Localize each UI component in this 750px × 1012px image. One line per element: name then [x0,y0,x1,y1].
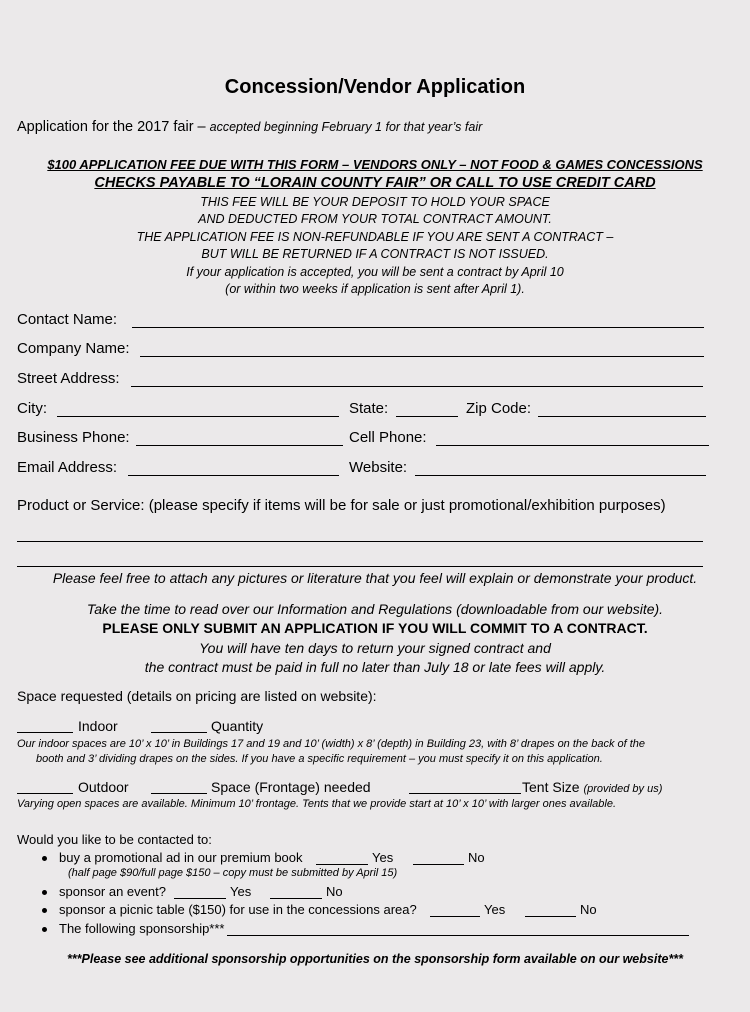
indoor-note-2: booth and 3’ dividing drapes on the sides. If you have a specific requirement – you must specify it on this application. [36,753,603,765]
frontage-label: Space (Frontage) needed [211,779,371,795]
city-label: City: [17,400,47,417]
tent-size-blank[interactable] [409,779,521,794]
fee-line-3: THIS FEE WILL BE YOUR DEPOSIT TO HOLD YOUR SPACE [200,195,550,209]
company-name-label: Company Name: [17,340,130,357]
space-heading: Space requested (details on pricing are listed on website): [17,688,377,704]
tent-size-note: (provided by us) [583,783,663,795]
regs-line-4: the contract must be paid in full no later than July 18 or late fees will apply. [144,659,606,675]
indoor-label: Indoor [78,718,118,734]
business-phone-label: Business Phone: [17,429,130,446]
event-no-label: No [326,884,343,899]
attach-note: Please feel free to attach any pictures or literature that you feel will explain or demonstrate your product. [52,570,698,586]
cell-phone-label: Cell Phone: [349,429,427,446]
website-label: Website: [349,459,408,476]
street-address-label: Street Address: [17,370,120,387]
fee-line-1: $100 APPLICATION FEE DUE WITH THIS FORM – VENDORS ONLY – NOT FOOD & GAMES CONCESSIONS [47,157,703,172]
bullet-icon [42,890,47,895]
contact-heading: Would you like to be contacted to: [17,832,212,847]
zip-code-label: Zip Code: [466,400,532,417]
intro-note: accepted beginning February 1 for that year’s fair [209,120,483,134]
outdoor-label: Outdoor [78,779,129,795]
contact-name-field[interactable] [132,313,704,328]
indoor-blank[interactable] [17,718,73,733]
cell-phone-field[interactable] [436,431,709,446]
picnic-yes-label: Yes [484,902,506,917]
ad-no-blank[interactable] [413,850,464,865]
fee-line-8: (or within two weeks if application is sent after April 1). [225,282,525,296]
regs-line-2: PLEASE ONLY SUBMIT AN APPLICATION IF YOU WILL COMMIT TO A CONTRACT. [102,620,648,636]
indoor-note-1: Our indoor spaces are 10’ x 10’ in Buildings 17 and 19 and 10’ (width) x 8’ (depth) in Building 23, with 8’ drapes on the back of the [17,738,646,750]
quantity-label: Quantity [211,718,264,734]
street-address-field[interactable] [131,372,703,387]
bullet-icon [42,908,47,913]
product-service-label: Product or Service: (please specify if items will be for sale or just promotional/exhibition purposes) [17,497,666,514]
event-yes-blank[interactable] [174,884,226,899]
business-phone-field[interactable] [136,431,343,446]
regs-line-3: You will have ten days to return your signed contract and [199,640,551,656]
tent-size-text: Tent Size [522,779,580,795]
contact-item-ad: buy a promotional ad in our premium book [59,850,303,865]
email-address-field[interactable] [128,461,339,476]
quantity-blank[interactable] [151,718,207,733]
bullet-icon [42,856,47,861]
zip-code-field[interactable] [538,402,706,417]
outdoor-blank[interactable] [17,779,73,794]
picnic-no-blank[interactable] [525,902,576,917]
tent-size-label [522,779,662,795]
intro-line [17,119,482,135]
outdoor-note: Varying open spaces are available. Minimum 10’ frontage. Tents that we provide start at 10’ x 10’ with larger ones available. [17,798,617,810]
event-yes-label: Yes [230,884,252,899]
frontage-blank[interactable] [151,779,207,794]
company-name-field[interactable] [140,342,704,357]
state-label: State: [349,400,389,417]
fee-line-4: AND DEDUCTED FROM YOUR TOTAL CONTRACT AMOUNT. [198,212,552,226]
ad-no-label: No [468,850,485,865]
state-field[interactable] [396,402,458,417]
ad-yes-label: Yes [372,850,394,865]
ad-note: (half page $90/full page $150 – copy must be submitted by April 15) [68,867,398,879]
contact-item-picnic: sponsor a picnic table ($150) for use in the concessions area? [59,902,417,917]
footer-note: ***Please see additional sponsorship opportunities on the sponsorship form available on our website*** [66,952,684,966]
ad-yes-blank[interactable] [316,850,368,865]
product-service-line-2[interactable] [17,552,703,567]
city-field[interactable] [57,402,339,417]
fee-line-2: CHECKS PAYABLE TO “LORAIN COUNTY FAIR” OR CALL TO USE CREDIT CARD [94,175,656,191]
contact-name-label: Contact Name: [17,311,118,328]
bullet-icon [42,927,47,932]
fee-line-5: THE APPLICATION FEE IS NON-REFUNDABLE IF YOU ARE SENT A CONTRACT – [136,230,614,244]
email-address-label: Email Address: [17,459,118,476]
intro-lead: Application for the 2017 fair – [17,119,206,135]
website-field[interactable] [415,461,706,476]
fee-line-6: BUT WILL BE RETURNED IF A CONTRACT IS NOT ISSUED. [201,247,549,261]
sponsorship-field[interactable] [227,921,689,936]
fee-line-7: If your application is accepted, you will be sent a contract by April 10 [186,265,564,279]
picnic-yes-blank[interactable] [430,902,480,917]
regs-line-1: Take the time to read over our Information and Regulations (downloadable from our website). [86,601,664,617]
event-no-blank[interactable] [270,884,322,899]
page-title: Concession/Vendor Application [224,76,526,98]
picnic-no-label: No [580,902,597,917]
product-service-line-1[interactable] [17,527,703,542]
contact-item-event: sponsor an event? [59,884,166,899]
contact-item-sponsorship: The following sponsorship*** [59,921,225,936]
